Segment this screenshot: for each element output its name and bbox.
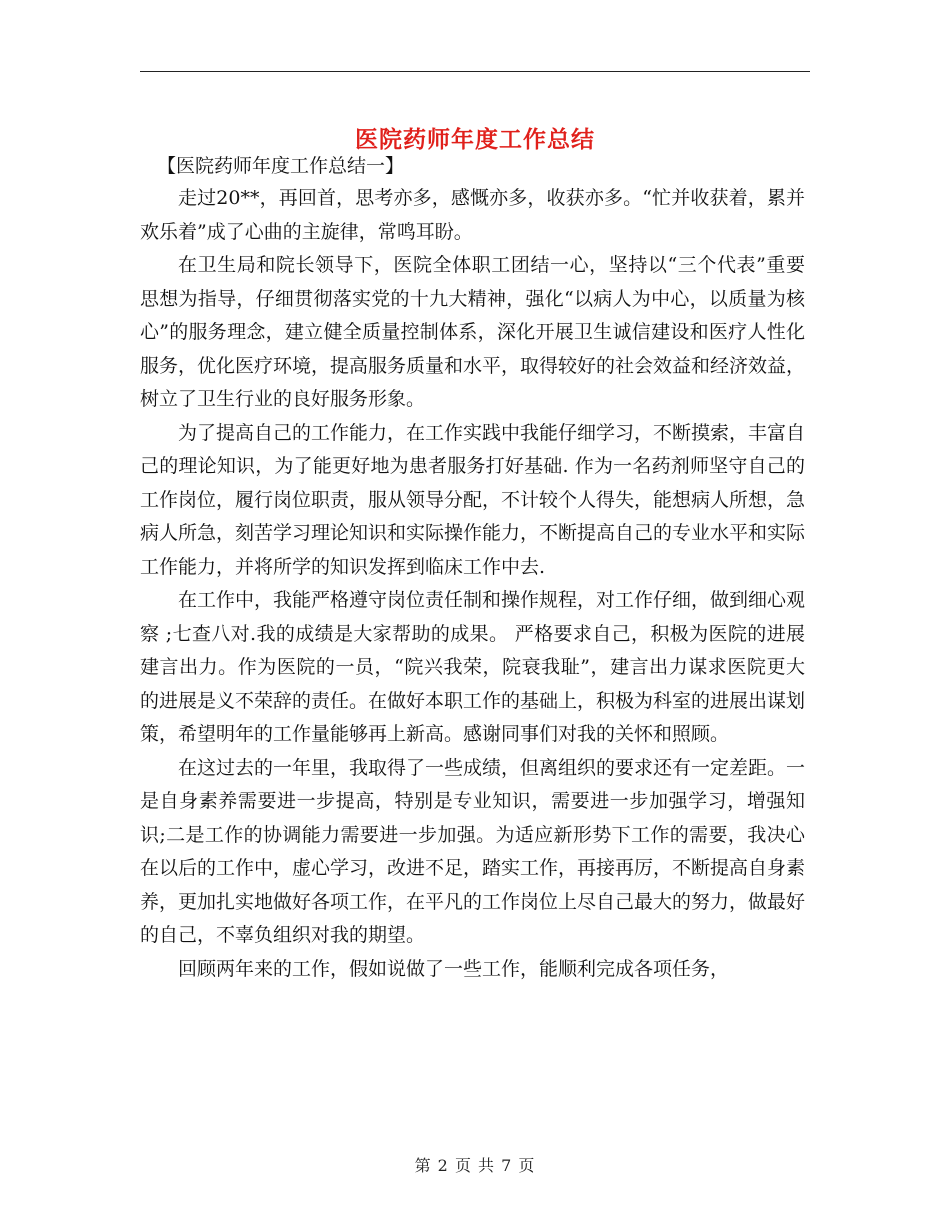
- paragraph-4: 在工作中，我能严格遵守岗位责任制和操作规程，对工作仔细，做到细心观察 ;七查八对.我的成绩是大家帮助的成果。 严格要求自己，积极为医院的进展建言出力。作为医院的一员，“院兴我荣，院衰我耻”，建言出力谋求医院更大的进展是义不荣辞的责任。在做好本职工作的基础上，积极为科室的进展出谋划策，希望明年的工作量能够再上新高。感谢同事们对我的关怀和照顾。: [140, 589, 806, 745]
- paragraph-5: 在这过去的一年里，我取得了一些成绩，但离组织的要求还有一定差距。一是自身素养需要进一步提高，特别是专业知识，需要进一步加强学习，增强知识;二是工作的协调能力需要进一步加强。为适应新形势下工作的需要，我决心在以后的工作中，虚心学习，改进不足，踏实工作，再接再厉，不断提高自身素养，更加扎实地做好各项工作，在平凡的工作岗位上尽自己最大的努力，做最好的自己，不辜负组织对我的期望。: [140, 756, 806, 946]
- header-rule: [140, 71, 810, 72]
- paragraph-2: 在卫生局和院长领导下，医院全体职工团结一心，坚持以“三个代表”重要思想为指导，仔细贯彻落实党的十九大精神，强化“以病人为中心，以质量为核心”的服务理念，建立健全质量控制体系，深化开展卫生诚信建设和医疗人性化服务，优化医疗环境，提高服务质量和水平，取得较好的社会效益和经济效益，树立了卫生行业的良好服务形象。: [140, 254, 806, 410]
- paragraph-1: 走过20**，再回首，思考亦多，感慨亦多，收获亦多。“忙并收获着，累并欢乐着”成了心曲的主旋律，常鸣耳盼。: [140, 187, 805, 243]
- document-body: [140, 150, 805, 986]
- paragraph-3: 为了提高自己的工作能力，在工作实践中我能仔细学习，不断摸索，丰富自己的理论知识，为了能更好地为患者服务打好基础. 作为一名药剂师坚守自己的工作岗位，履行岗位职责，服从领导分配，不计较个人得失，能想病人所想，急病人所急，刻苦学习理论知识和实际操作能力，不断提高自己的专业水平和实际工作能力，并将所学的知识发挥到临床工作中去.: [140, 421, 806, 578]
- section-heading: 【医院药师年度工作总结一】: [157, 155, 405, 177]
- paragraph-6: 回顾两年来的工作，假如说做了一些工作，能顺利完成各项任务，: [178, 957, 730, 980]
- document-title: 医院药师年度工作总结: [355, 126, 595, 154]
- page-number-footer: 第 2 页 共 7 页: [414, 1156, 536, 1175]
